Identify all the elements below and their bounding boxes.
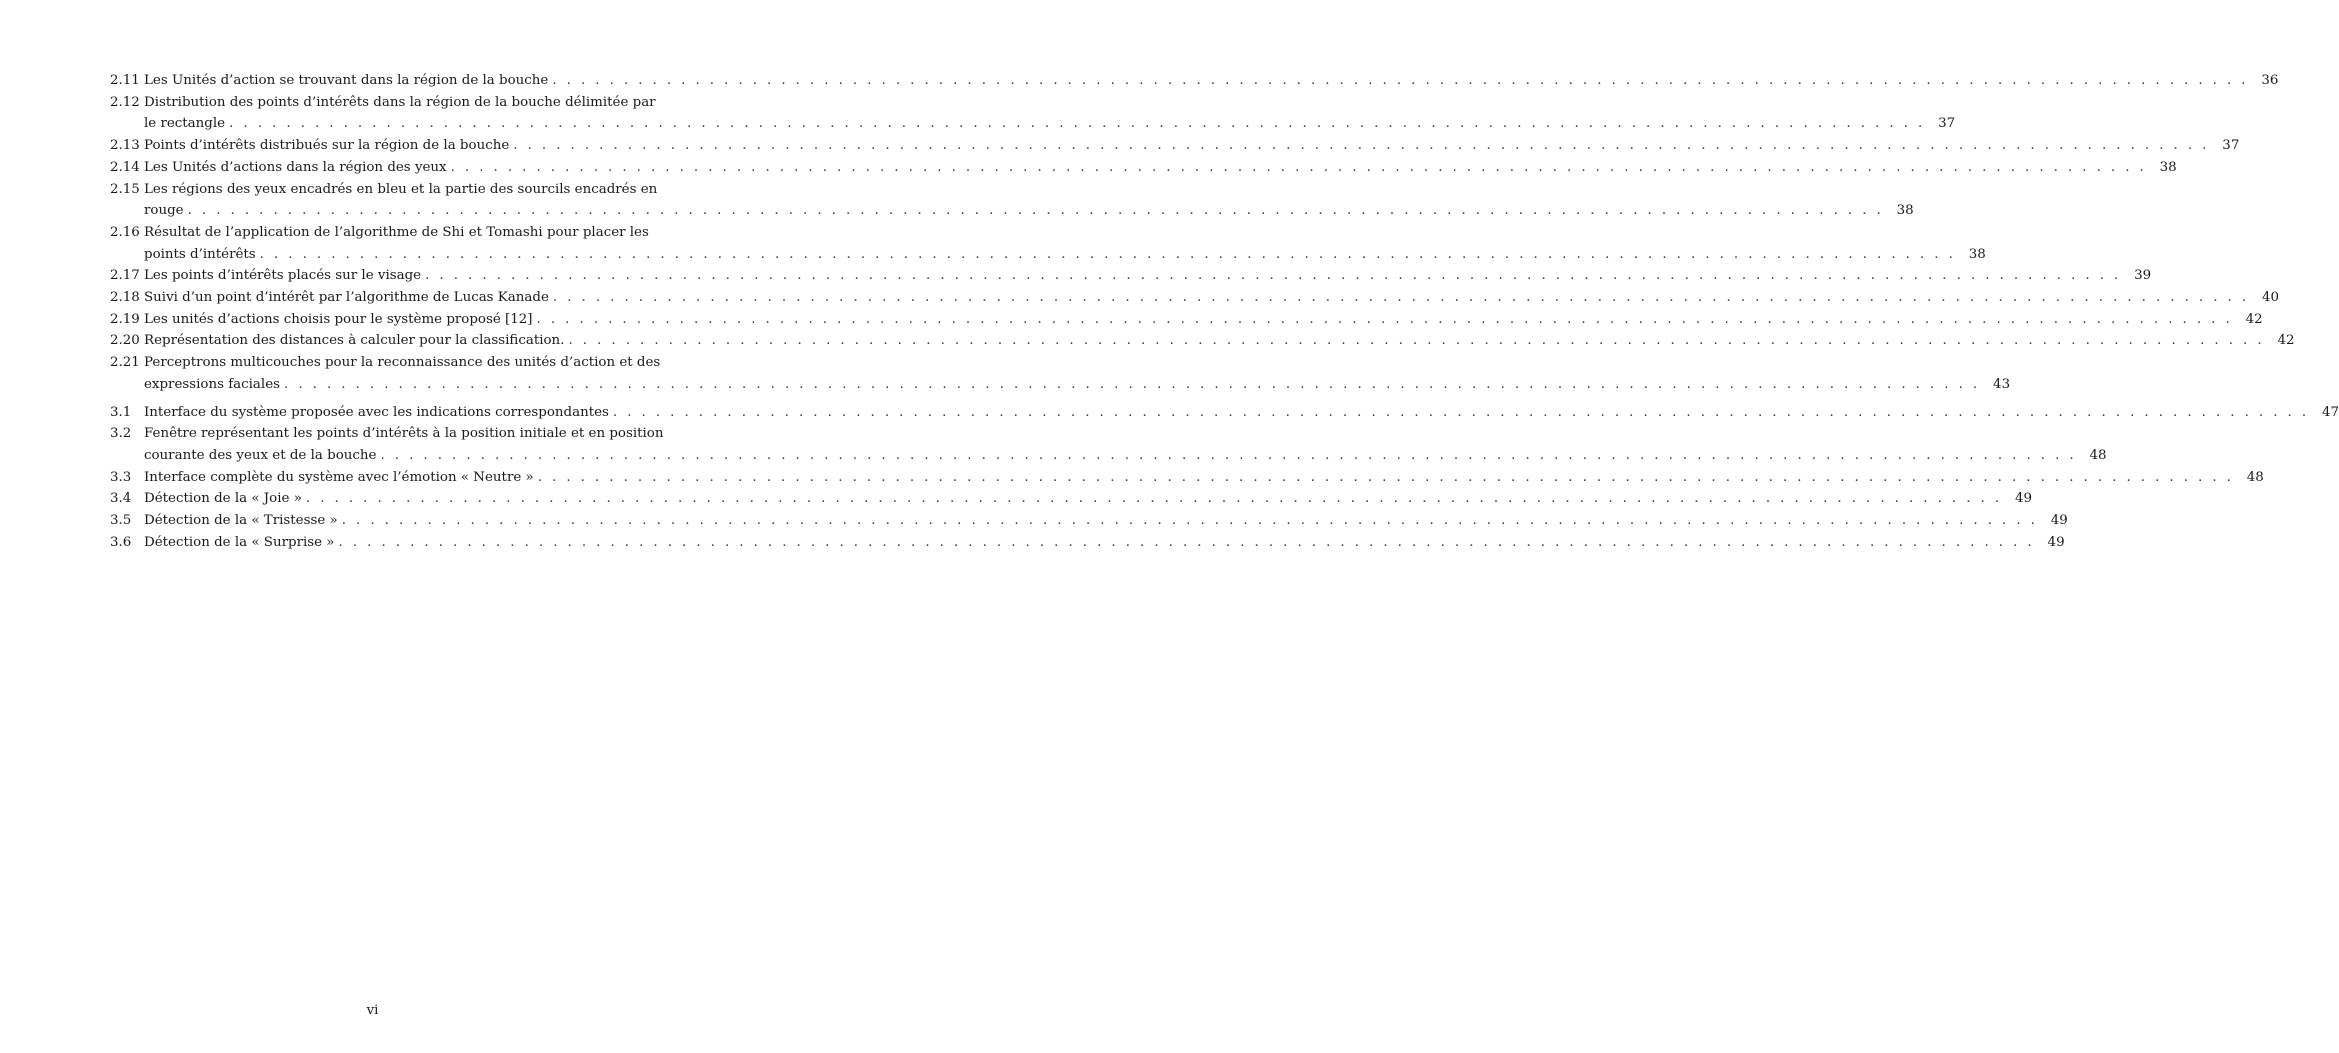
toc-entry-2-11[interactable] [110, 70, 2279, 92]
figure-number: 3.1 [110, 404, 132, 420]
figure-caption: Perceptrons multicouches pour la reconnaissance des unités d’action et des [144, 355, 661, 371]
figure-caption-cont: points d’intérêts [144, 246, 256, 262]
figure-caption: Les points d’intérêts placés sur le visage [144, 268, 422, 284]
figure-caption: Les régions des yeux encadrés en bleu et la partie des sourcils encadrés en [144, 181, 658, 197]
figure-number: 3.6 [110, 534, 132, 550]
dot-leader [188, 200, 1884, 222]
page-ref: 39 [2134, 268, 2152, 284]
figure-number: 2.16 [110, 224, 140, 240]
dot-leader [260, 244, 1956, 266]
figure-caption: Points d’intérêts distribués sur la région de la bouche [144, 138, 510, 154]
list-of-figures [110, 70, 2339, 553]
figure-number: 2.21 [110, 355, 140, 371]
page-ref: 40 [2261, 290, 2279, 306]
figure-caption: Fenêtre représentant les points d’intérêts à la position initiale et en position [144, 426, 664, 442]
figure-caption: Les Unités d’actions dans la région des yeux [144, 159, 447, 175]
figure-number: 2.17 [110, 268, 140, 284]
figure-number: 2.15 [110, 181, 140, 197]
toc-entry-3-5[interactable] [110, 510, 2068, 532]
figure-caption: Les unités d’actions choisis pour le système proposé [12] [144, 311, 533, 327]
figure-caption: Détection de la « Joie » [144, 491, 302, 507]
toc-entry-2-12[interactable] [110, 92, 1956, 135]
dot-leader [380, 445, 2076, 467]
figure-number: 2.14 [110, 159, 140, 175]
page-ref: 37 [2222, 138, 2240, 154]
figure-caption: Résultat de l’application de l’algorithme de Shi et Tomashi pour placer les [144, 224, 649, 240]
dot-leader [613, 402, 2309, 424]
figure-number: 2.20 [110, 333, 140, 349]
dot-leader [513, 135, 2209, 157]
page-ref: 43 [1993, 376, 2011, 392]
toc-entry-2-16[interactable] [110, 222, 1986, 265]
figure-caption: Détection de la « Tristesse » [144, 513, 338, 529]
dot-leader [538, 467, 2234, 489]
toc-entry-2-14[interactable] [110, 157, 2177, 179]
toc-entry-2-21[interactable] [110, 352, 2011, 395]
figure-caption: Interface du système proposée avec les indications correspondantes [144, 404, 609, 420]
page-number: vi [366, 1003, 379, 1018]
dot-leader [306, 488, 2002, 510]
figure-caption-cont: rouge [144, 203, 184, 219]
page-ref: 36 [2261, 73, 2279, 88]
toc-entry-3-1[interactable] [110, 402, 2339, 424]
dot-leader [537, 309, 2233, 331]
figure-number: 2.12 [110, 94, 140, 110]
figure-number: 3.5 [110, 513, 132, 529]
dot-leader [339, 532, 2035, 554]
figure-number: 2.11 [110, 73, 140, 88]
figure-number: 3.4 [110, 491, 132, 507]
toc-entry-2-13[interactable] [110, 135, 2240, 157]
figure-caption-cont: le rectangle [144, 116, 226, 132]
page-ref: 42 [2245, 311, 2263, 327]
page-ref: 42 [2277, 333, 2295, 349]
figure-caption: Détection de la « Surprise » [144, 534, 335, 550]
page-ref: 38 [1968, 246, 1986, 262]
page-ref: 48 [2246, 469, 2264, 485]
toc-entry-3-2[interactable] [110, 423, 2107, 466]
toc-entry-2-17[interactable] [110, 265, 2152, 287]
figure-caption: Interface complète du système avec l’émotion « Neutre » [144, 469, 534, 485]
figure-number: 2.13 [110, 138, 140, 154]
figure-caption: Distribution des points d’intérêts dans la région de la bouche délimitée par [144, 94, 656, 110]
dot-leader [553, 287, 2249, 309]
figure-number: 2.19 [110, 311, 140, 327]
page-ref: 38 [1896, 203, 1914, 219]
page-ref: 49 [2047, 534, 2065, 550]
figure-caption: Les Unités d’action se trouvant dans la région de la bouche [144, 73, 549, 88]
toc-entry-3-4[interactable] [110, 488, 2032, 510]
page-ref: 37 [1938, 116, 1956, 132]
dot-leader [229, 113, 1925, 135]
toc-entry-2-18[interactable] [110, 287, 2279, 309]
page-ref: 49 [2014, 491, 2032, 507]
page-ref: 47 [2321, 404, 2339, 420]
dot-leader [568, 330, 2264, 352]
dot-leader [284, 374, 1980, 396]
dot-leader [342, 510, 2038, 532]
toc-entry-2-20[interactable] [110, 330, 2295, 352]
page-ref: 49 [2050, 513, 2068, 529]
dot-leader [425, 265, 2121, 287]
toc-entry-2-15[interactable] [110, 179, 1914, 222]
figure-caption: Représentation des distances à calculer pour la classification. [144, 333, 565, 349]
figure-caption-cont: courante des yeux et de la bouche [144, 447, 377, 463]
toc-entry-3-6[interactable] [110, 532, 2065, 554]
toc-entry-3-3[interactable] [110, 467, 2264, 489]
dot-leader [552, 70, 2248, 92]
page-ref: 48 [2089, 447, 2107, 463]
figure-number: 3.2 [110, 426, 132, 442]
toc-entry-2-19[interactable] [110, 309, 2263, 331]
dot-leader [451, 157, 2147, 179]
figure-number: 3.3 [110, 469, 132, 485]
figure-caption-cont: expressions faciales [144, 376, 280, 392]
figure-number: 2.18 [110, 290, 140, 306]
figure-caption: Suivi d’un point d’intérêt par l’algorithme de Lucas Kanade [144, 290, 549, 306]
page-ref: 38 [2159, 159, 2177, 175]
